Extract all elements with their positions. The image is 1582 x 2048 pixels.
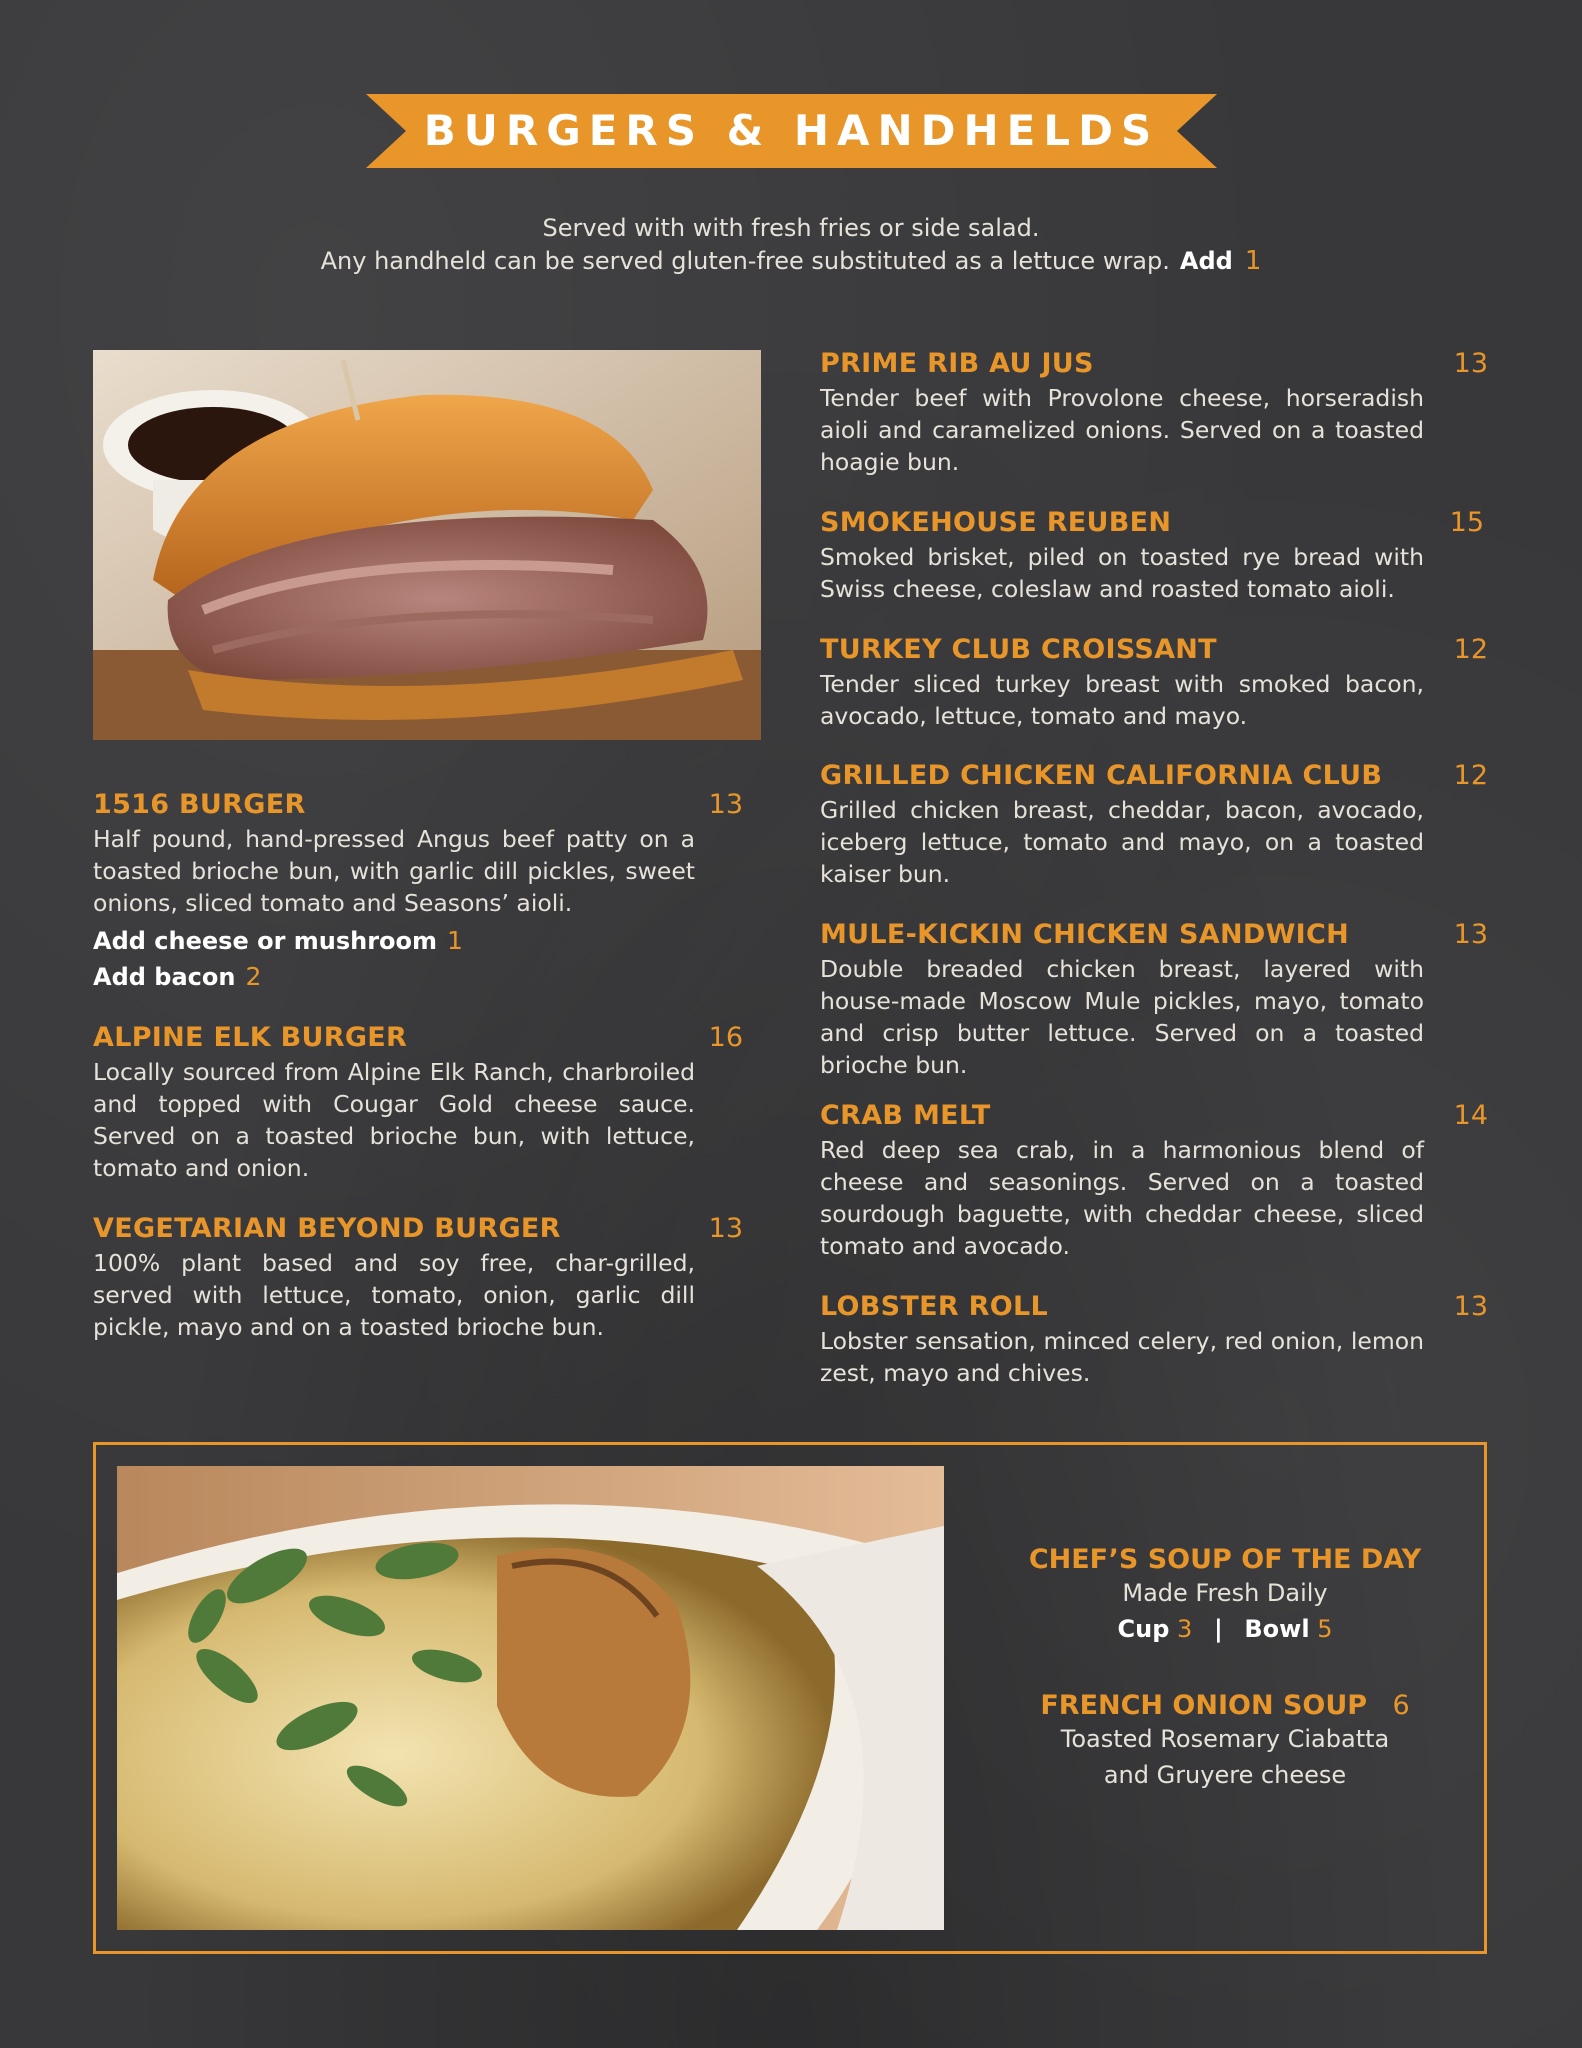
item-description: Lobster sensation, minced celery, red onion, lemon zest, mayo and chives. — [820, 1327, 1424, 1387]
menu-item-prime-rib-au-jus — [820, 348, 1488, 478]
item-header — [820, 507, 1484, 541]
addon-label: Add cheese or mushroom — [93, 927, 438, 955]
french-onion-line-1: Toasted Rosemary Ciabatta — [1060, 1725, 1390, 1753]
item-description: 100% plant based and soy free, char-grilled, served with lettuce, tomato, onion, garlic dill pickle, mayo and on a toasted brioche bun. — [93, 1249, 695, 1341]
intro-text — [200, 212, 1382, 278]
item-name: VEGETARIAN BEYOND BURGER — [93, 1213, 561, 1244]
chef-soup-title: CHEF’S SOUP OF THE DAY — [1028, 1544, 1422, 1575]
bowl-price: 5 — [1317, 1615, 1333, 1643]
item-price: 13 — [1453, 348, 1488, 379]
item-name: GRILLED CHICKEN CALIFORNIA CLUB — [820, 760, 1383, 791]
item-header — [93, 1213, 743, 1247]
menu-item-mule-kickin-chicken-sandwich — [820, 919, 1488, 1081]
chef-soup-subtitle: Made Fresh Daily — [1122, 1579, 1328, 1607]
item-name: ALPINE ELK BURGER — [93, 1022, 408, 1053]
addon-price: 1 — [447, 926, 463, 955]
intro-add-label: Add — [1179, 247, 1233, 275]
bowl-label: Bowl — [1244, 1615, 1310, 1643]
item-price: 14 — [1453, 1100, 1488, 1131]
item-name: MULE-KICKIN CHICKEN SANDWICH — [820, 919, 1350, 950]
item-name: SMOKEHOUSE REUBEN — [820, 507, 1172, 538]
item-description: Locally sourced from Alpine Elk Ranch, charbroiled and topped with Cougar Gold cheese sauce. Served on a toasted brioche bun, with lettuce, tomato and onion. — [93, 1058, 695, 1182]
item-header — [820, 348, 1488, 382]
intro-line-2-text: Any handheld can be served gluten-free substituted as a lettuce wrap. — [320, 247, 1170, 275]
item-price: 12 — [1453, 760, 1488, 791]
addon-cheese-mushroom — [93, 923, 743, 959]
item-name: LOBSTER ROLL — [820, 1291, 1049, 1322]
page-title: BURGERS & HANDHELDS — [423, 106, 1160, 155]
addon-label: Add bacon — [93, 963, 236, 991]
item-description: Tender sliced turkey breast with smoked bacon, avocado, lettuce, tomato and mayo. — [820, 670, 1424, 730]
french-onion-soup-photo — [117, 1466, 944, 1930]
item-header — [820, 634, 1488, 668]
prime-rib-sandwich-photo — [93, 350, 761, 740]
item-price: 15 — [1449, 507, 1484, 538]
item-name: PRIME RIB AU JUS — [820, 348, 1094, 379]
menu-item-turkey-club-croissant — [820, 634, 1488, 732]
item-name: 1516 BURGER — [93, 789, 306, 820]
french-onion-line-2: and Gruyere cheese — [1103, 1761, 1347, 1789]
item-description: Smoked brisket, piled on toasted rye bread with Swiss cheese, coleslaw and roasted tomato aioli. — [820, 543, 1424, 603]
item-description: Half pound, hand-pressed Angus beef patty on a toasted brioche bun, with garlic dill pickles, sweet onions, sliced tomato and Seasons’ aioli. — [93, 825, 695, 917]
menu-item-lobster-roll — [820, 1291, 1488, 1389]
item-name: CRAB MELT — [820, 1100, 991, 1131]
item-price: 13 — [708, 789, 743, 820]
chef-soup-block — [1000, 1544, 1450, 1647]
item-name: TURKEY CLUB CROISSANT — [820, 634, 1217, 665]
item-price: 13 — [1453, 1291, 1488, 1322]
menu-item-vegetarian-beyond-burger — [93, 1213, 743, 1343]
price-separator: | — [1213, 1615, 1223, 1643]
item-header — [820, 760, 1488, 794]
intro-add-price: 1 — [1244, 246, 1262, 276]
item-price: 12 — [1453, 634, 1488, 665]
menu-item-1516-burger — [93, 789, 743, 995]
item-price: 13 — [1453, 919, 1488, 950]
item-description: Tender beef with Provolone cheese, horseradish aioli and caramelized onions. Served on a toasted hoagie bun. — [820, 384, 1424, 476]
item-header — [93, 1022, 743, 1056]
addon-price: 2 — [245, 962, 262, 991]
item-price: 13 — [708, 1213, 743, 1244]
item-header — [93, 789, 743, 823]
addon-bacon — [93, 959, 743, 995]
cup-price: 3 — [1177, 1615, 1193, 1643]
cup-label: Cup — [1117, 1615, 1170, 1643]
item-price: 16 — [708, 1022, 743, 1053]
french-onion-title: FRENCH ONION SOUP — [1040, 1690, 1368, 1721]
item-description: Red deep sea crab, in a harmonious blend of cheese and seasonings. Served on a toasted sourdough baguette, with cheddar cheese, sliced tomato and avocado. — [820, 1136, 1424, 1260]
intro-line-1: Served with with fresh fries or side salad. — [542, 214, 1040, 242]
item-description: Grilled chicken breast, cheddar, bacon, avocado, iceberg lettuce, tomato and mayo, on a toasted kaiser bun. — [820, 796, 1424, 888]
intro-line-2 — [200, 245, 1382, 278]
french-onion-title-row — [1000, 1690, 1450, 1721]
item-header — [820, 919, 1488, 953]
menu-item-smokehouse-reuben — [820, 507, 1484, 605]
french-onion-price: 6 — [1392, 1690, 1410, 1721]
title-banner — [366, 94, 1217, 168]
french-onion-soup-block — [1000, 1690, 1450, 1793]
menu-item-alpine-elk-burger — [93, 1022, 743, 1184]
item-header — [820, 1100, 1488, 1134]
menu-item-grilled-chicken-california-club — [820, 760, 1488, 890]
chef-soup-prices — [1000, 1611, 1450, 1647]
menu-item-crab-melt — [820, 1100, 1488, 1262]
item-description: Double breaded chicken breast, layered with house-made Moscow Mule pickles, mayo, tomato and crisp butter lettuce. Served on a toasted brioche bun. — [820, 955, 1424, 1079]
item-header — [820, 1291, 1488, 1325]
